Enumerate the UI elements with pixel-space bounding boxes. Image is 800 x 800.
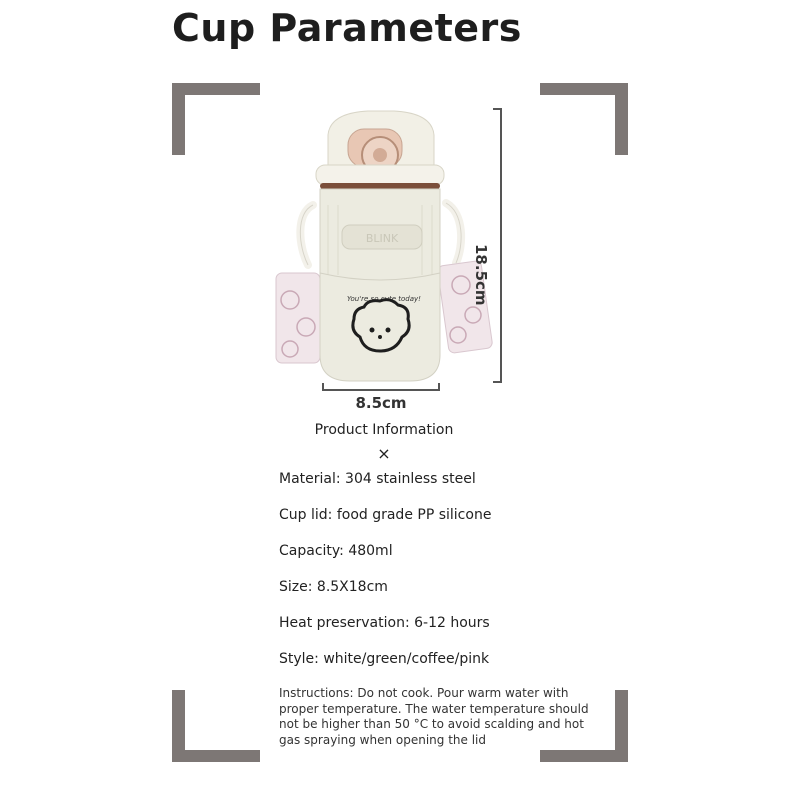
spec-size: Size: 8.5X18cm <box>279 579 388 595</box>
left-strap <box>276 205 320 363</box>
cup-slogan: You're so cute today! <box>347 295 421 303</box>
spec-heat-preservation: Heat preservation: 6-12 hours <box>279 615 490 631</box>
spec-style: Style: white/green/coffee/pink <box>279 651 490 667</box>
instructions-text: Instructions: Do not cook. Pour warm water with proper temperature. The water temperature should not be higher than 50 °C to avoid scalding and hot gas spraying when opening the lid <box>279 686 589 747</box>
product-info-heading: Product Information <box>314 422 454 438</box>
spec-material: Material: 304 stainless steel <box>279 471 476 487</box>
page-title: Cup Parameters <box>172 6 522 50</box>
height-label: 18.5cm <box>472 244 490 306</box>
spec-cup-lid: Cup lid: food grade PP silicone <box>279 507 492 523</box>
separator-cross: × <box>377 444 391 463</box>
spec-capacity: Capacity: 480ml <box>279 543 393 559</box>
lid-text: BLINK <box>365 232 399 245</box>
cup-product-image <box>268 105 500 395</box>
width-label: 8.5cm <box>355 394 407 412</box>
